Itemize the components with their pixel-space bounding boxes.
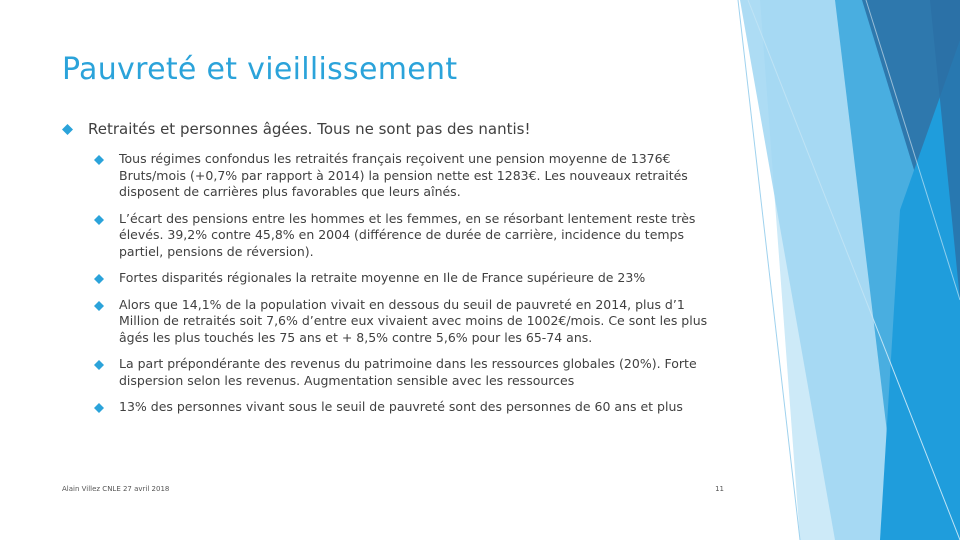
page-number: 11 [715, 485, 724, 493]
sub-bullet-text: Fortes disparités régionales la retraite moyenne en Ile de France supérieure de 23% [119, 270, 646, 285]
slide-content [62, 120, 727, 426]
sub-bullet-text: L’écart des pensions entre les hommes et les femmes, en se résorbant lentement reste très élevés. 39,2% contre 45,8% en 2004 (différence de durée de carrière, incidence du temps partiel, pensions de réversion). [119, 210, 696, 259]
diamond-bullet-icon [94, 403, 104, 413]
slide-title: Pauvreté et vieillissement [62, 52, 458, 87]
diamond-bullet-icon [94, 155, 104, 165]
sub-bullet [94, 399, 727, 416]
sub-bullet [94, 270, 727, 287]
sub-bullet-text: La part prépondérante des revenus du patrimoine dans les ressources globales (20%). Forte dispersion selon les revenus. Augmentation sensible avec les ressources [119, 356, 697, 388]
diamond-bullet-icon [94, 215, 104, 225]
diamond-bullet-icon [62, 124, 73, 135]
slide-footer: Alain Villez CNLE 27 avril 2018 [62, 485, 170, 493]
sub-bullet [94, 211, 727, 261]
sub-bullet-list [94, 151, 727, 416]
sub-bullet-text: Tous régimes confondus les retraités français reçoivent une pension moyenne de 1376€ Bruts/mois (+0,7% par rapport à 2014) la pension nette est 1283€. Les nouveaux retraités disposent de carrières plus favorables que leurs aînés. [119, 151, 688, 199]
sub-bullet-text: 13% des personnes vivant sous le seuil de pauvreté sont des personnes de 60 ans et plus [119, 399, 683, 414]
diamond-bullet-icon [94, 360, 104, 370]
diamond-bullet-icon [94, 274, 104, 284]
main-bullet-text: Retraités et personnes âgées. Tous ne sont pas des nantis! [88, 120, 531, 138]
main-bullet [62, 120, 727, 139]
diamond-bullet-icon [94, 301, 104, 311]
sub-bullet [94, 297, 727, 347]
sub-bullet-text: Alors que 14,1% de la population vivait en dessous du seuil de pauvreté en 2014, plus d’1 Million de retraités soit 7,6% d’entre eux vivaient avec moins de 1002€/mois. Ce sont les plus âgés les plus touchés les 75 ans et + 8,5% contre 5,6% pour les 65-74 ans. [119, 296, 708, 345]
sub-bullet [94, 356, 727, 389]
sub-bullet [94, 151, 727, 201]
